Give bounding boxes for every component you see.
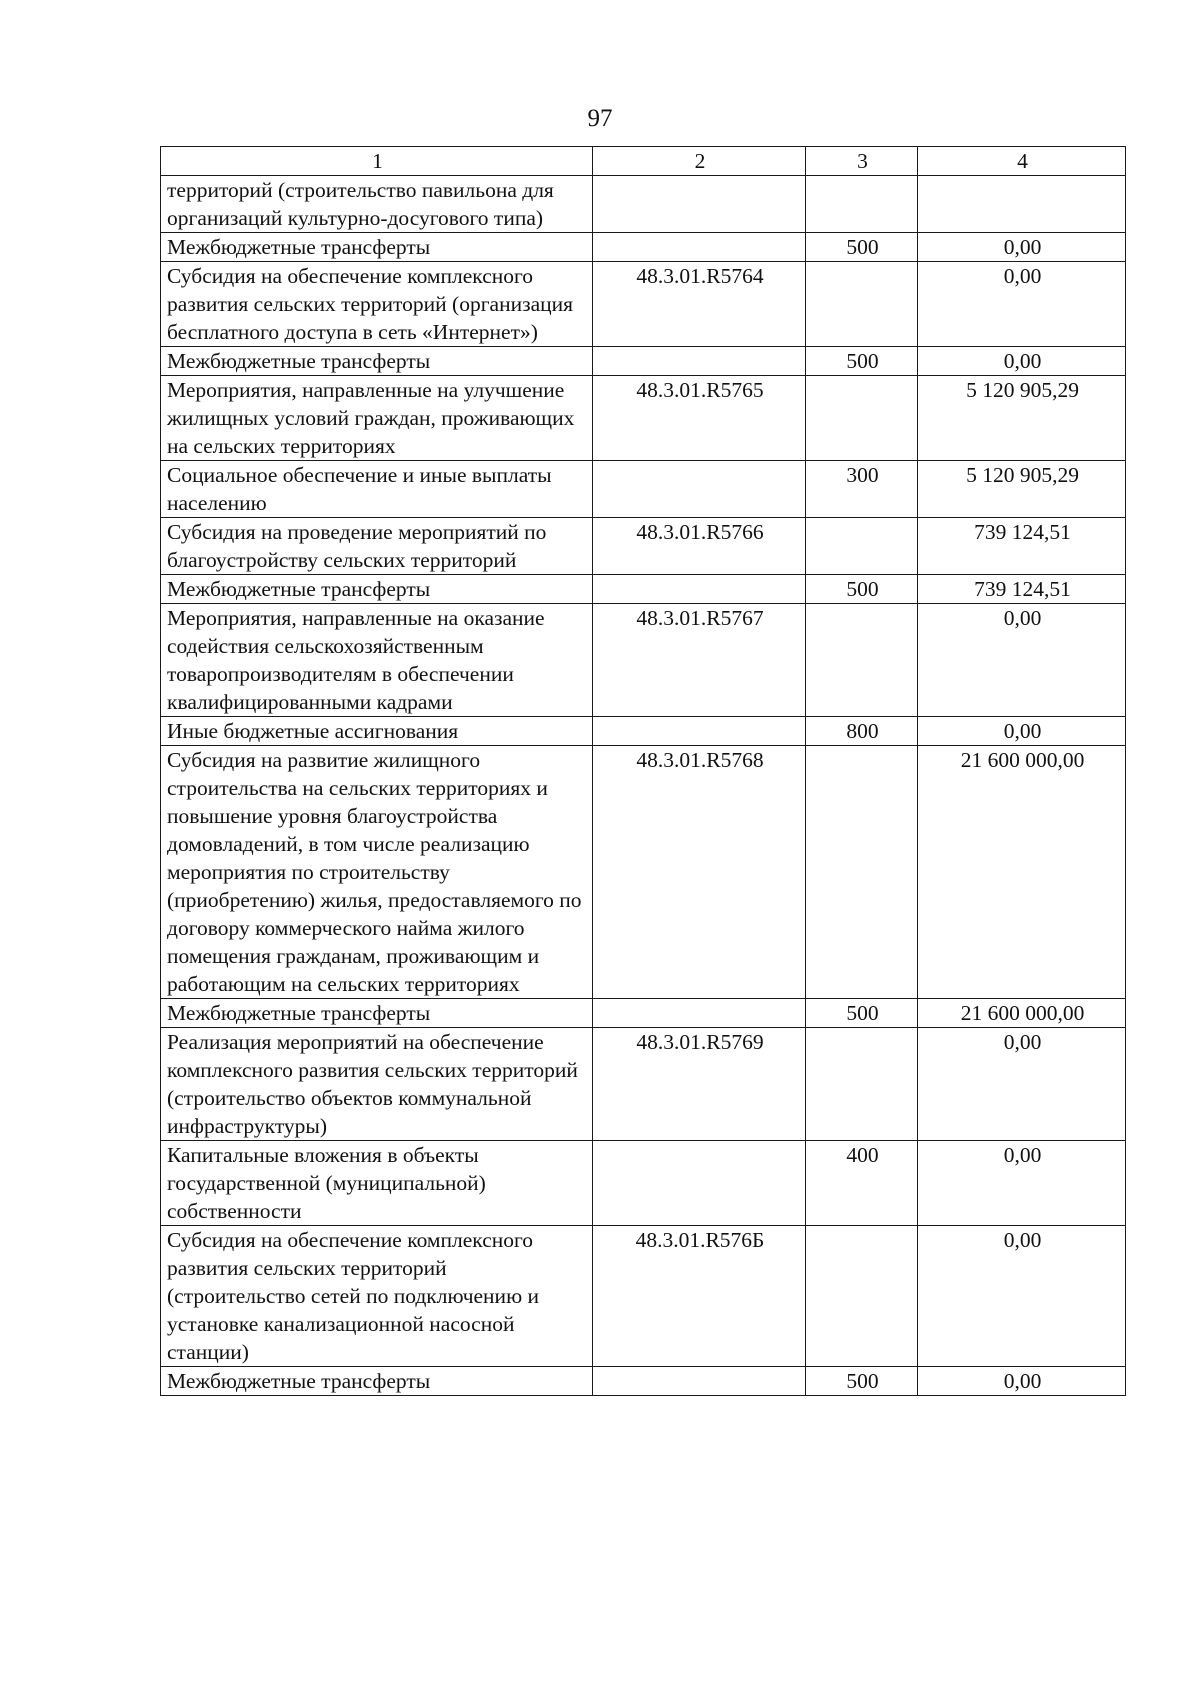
table-row (161, 461, 1126, 518)
row-code-cell (593, 1141, 806, 1226)
row-name-cell: Мероприятия, направленные на оказание содействия сельскохозяйственным товаропроизводителям в обеспечении квалифицированными кадрами (161, 604, 593, 717)
row-name-cell: Субсидия на обеспечение комплексного развития сельских территорий (организация бесплатного доступа в сеть «Интернет») (161, 262, 593, 347)
row-sum-cell: 0,00 (918, 1141, 1126, 1226)
row-type-cell (806, 1226, 918, 1367)
row-code-cell: 48.3.01.R5767 (593, 604, 806, 717)
row-type-cell (806, 604, 918, 717)
row-name-cell: Межбюджетные трансферты (161, 233, 593, 262)
row-code-cell: 48.3.01.R576Б (593, 1226, 806, 1367)
row-type-cell (806, 518, 918, 575)
table-row (161, 262, 1126, 347)
row-name-cell: Капитальные вложения в объекты государственной (муниципальной) собственности (161, 1141, 593, 1226)
row-name-cell: Межбюджетные трансферты (161, 999, 593, 1028)
row-code-cell (593, 999, 806, 1028)
row-type-cell: 500 (806, 575, 918, 604)
row-code-cell (593, 1367, 806, 1396)
row-type-cell (806, 262, 918, 347)
row-name-cell: Мероприятия, направленные на улучшение жилищных условий граждан, проживающих на сельских территориях (161, 376, 593, 461)
column-header-sum: 4 (918, 147, 1126, 176)
row-name-cell: Субсидия на проведение мероприятий по благоустройству сельских территорий (161, 518, 593, 575)
row-sum-cell: 0,00 (918, 604, 1126, 717)
row-type-cell (806, 746, 918, 999)
row-type-cell: 500 (806, 233, 918, 262)
row-name-cell: Субсидия на развитие жилищного строительства на сельских территориях и повышение уровня благоустройства домовладений, в том числе реализацию мероприятия по строительству (приобретению) жилья, предоставляемого по договору коммерческого найма жилого помещения гражданам, проживающим и работающим на сельских территориях (161, 746, 593, 999)
row-type-cell (806, 376, 918, 461)
row-name-cell: Межбюджетные трансферты (161, 1367, 593, 1396)
row-sum-cell: 0,00 (918, 1367, 1126, 1396)
row-code-cell: 48.3.01.R5769 (593, 1028, 806, 1141)
row-sum-cell: 0,00 (918, 262, 1126, 347)
row-code-cell (593, 461, 806, 518)
row-code-cell (593, 176, 806, 233)
row-code-cell (593, 717, 806, 746)
table-header-row (161, 147, 1126, 176)
row-sum-cell: 0,00 (918, 233, 1126, 262)
table-row (161, 376, 1126, 461)
row-type-cell: 500 (806, 347, 918, 376)
row-code-cell (593, 347, 806, 376)
row-code-cell (593, 575, 806, 604)
table-row (161, 1367, 1126, 1396)
row-type-cell: 300 (806, 461, 918, 518)
row-name-cell: Субсидия на обеспечение комплексного развития сельских территорий (строительство сетей по подключению и установке канализационной насосной станции) (161, 1226, 593, 1367)
budget-table (160, 146, 1126, 1396)
table-row (161, 746, 1126, 999)
row-code-cell: 48.3.01.R5768 (593, 746, 806, 999)
table-row (161, 233, 1126, 262)
row-code-cell (593, 233, 806, 262)
row-sum-cell: 739 124,51 (918, 518, 1126, 575)
table-row (161, 347, 1126, 376)
column-header-name: 1 (161, 147, 593, 176)
column-header-type: 3 (806, 147, 918, 176)
row-name-cell: Социальное обеспечение и иные выплаты населению (161, 461, 593, 518)
table-row (161, 1226, 1126, 1367)
row-sum-cell: 739 124,51 (918, 575, 1126, 604)
column-header-code: 2 (593, 147, 806, 176)
row-type-cell (806, 176, 918, 233)
row-sum-cell: 5 120 905,29 (918, 376, 1126, 461)
page-number: 97 (587, 105, 613, 132)
row-type-cell (806, 1028, 918, 1141)
table-row (161, 1028, 1126, 1141)
row-sum-cell: 0,00 (918, 347, 1126, 376)
row-sum-cell (918, 176, 1126, 233)
row-sum-cell: 21 600 000,00 (918, 746, 1126, 999)
row-sum-cell: 0,00 (918, 1028, 1126, 1141)
table-row (161, 1141, 1126, 1226)
table-body (161, 176, 1126, 1396)
row-type-cell: 400 (806, 1141, 918, 1226)
table-row (161, 604, 1126, 717)
row-type-cell: 800 (806, 717, 918, 746)
row-name-cell: территорий (строительство павильона для организаций культурно-досугового типа) (161, 176, 593, 233)
row-type-cell: 500 (806, 1367, 918, 1396)
row-sum-cell: 0,00 (918, 1226, 1126, 1367)
row-type-cell: 500 (806, 999, 918, 1028)
table-row (161, 717, 1126, 746)
row-code-cell: 48.3.01.R5765 (593, 376, 806, 461)
row-name-cell: Межбюджетные трансферты (161, 575, 593, 604)
table-row (161, 575, 1126, 604)
row-sum-cell: 0,00 (918, 717, 1126, 746)
table-row (161, 999, 1126, 1028)
row-code-cell: 48.3.01.R5764 (593, 262, 806, 347)
row-name-cell: Иные бюджетные ассигнования (161, 717, 593, 746)
row-name-cell: Реализация мероприятий на обеспечение комплексного развития сельских территорий (строительство объектов коммунальной инфраструктуры) (161, 1028, 593, 1141)
row-sum-cell: 5 120 905,29 (918, 461, 1126, 518)
row-sum-cell: 21 600 000,00 (918, 999, 1126, 1028)
row-code-cell: 48.3.01.R5766 (593, 518, 806, 575)
row-name-cell: Межбюджетные трансферты (161, 347, 593, 376)
table-row (161, 518, 1126, 575)
table-row (161, 176, 1126, 233)
